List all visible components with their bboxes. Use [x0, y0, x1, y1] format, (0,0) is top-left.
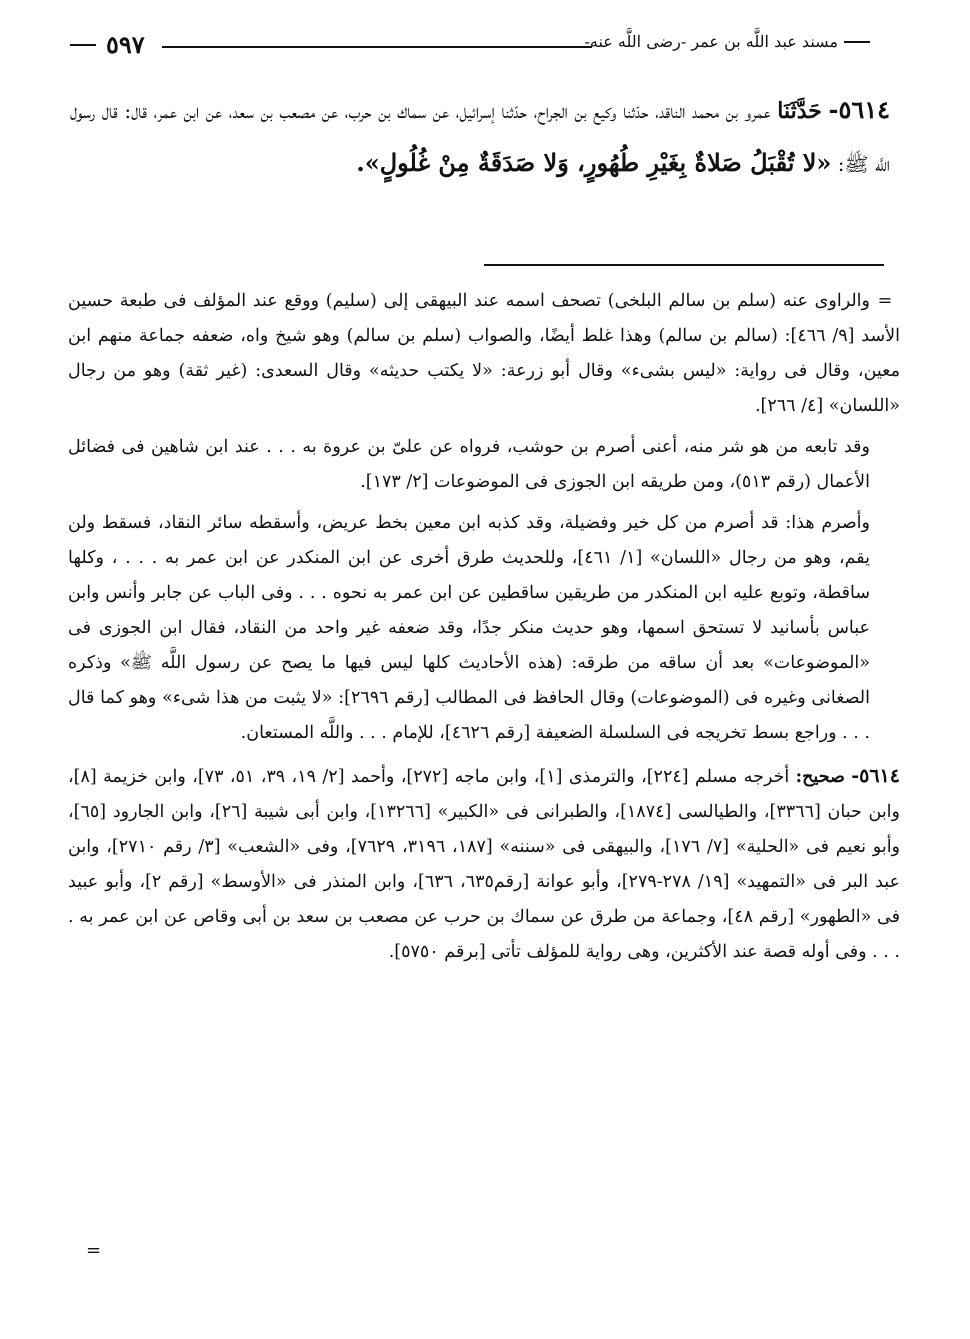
footnote-marker: =: [877, 291, 893, 311]
footnote-text: والراوى عنه (سلم بن سالم البلخى) تصحف اسمه عند البيهقى إلى (سليم) ووقع عند المؤلف فى طبعة حسين الأسد [٩/ ٤٦٦]: (سالم بن سالم) وهذا غلط أيضًا، والصواب (سلم بن سالم) وهو شيخ واه، ضعفه جماعة منهم ابن معين، وقال فى رواية: «ليس بشىء» وقال أبو زرعة: «لا يكتب حديثه» وقال السعدى: (غير ثقة) وهو من رجال «اللسان» [٤/ ٢٦٦].: [68, 291, 900, 416]
footnote-separator: [484, 264, 884, 266]
header-title-group: [584, 32, 870, 51]
page-number: ٥٩٧: [106, 30, 145, 59]
header-title: مسند عبد اللَّه بن عمر -رضى اللَّه عنه-: [584, 32, 838, 51]
hadith-text: [70, 84, 890, 190]
hadith-matn: «لا تُقْبَلُ صَلاةٌ بِغَيْرِ طُهُورٍ، وَلا صَدَقَةٌ مِنْ غُلُولٍ».: [356, 147, 832, 177]
header-dash: [844, 41, 870, 43]
takhrij-grade: صحيح:: [795, 767, 845, 787]
takhrij-number: ٥٦١٤-: [851, 765, 900, 787]
hadith-number: ٥٦١٤-: [828, 95, 891, 124]
takhrij-text: أخرجه مسلم [٢٢٤]، والترمذى [١]، وابن ماجه [٢٧٢]، وأحمد [٢/ ١٩، ٣٩، ٥١، ٧٣]، وابن خزيمة [٨]، وابن حبان [٣٣٦٦]، والطيالسى [١٨٧٤]، والطبرانى فى «الكبير» [١٣٢٦٦]، وابن أبى شيبة [٢٦]، وابن الجارود [٦٥]، وأبو نعيم فى «الحلية» [٧/ ١٧٦]، والبيهقى فى «سننه» [١٨٧، ٣١٩٦، ٧٦٢٩]، وفى «الشعب» [٣/ رقم ٢٧١٠]، وابن عبد البر فى «التمهيد» [١٩/ ٢٧٨-٢٧٩]، وأبو عوانة [رقم٦٣٥، ٦٣٦]، وابن المنذر فى «الأوسط» [رقم ٢]، وأبو عبيد فى «الطهور» [رقم ٤٨]، وجماعة من طرق عن سماك بن حرب عن مصعب بن سعد بن أبى وقاص عن ابن عمر به . . . . وفى أوله قصة عند الأكثرين، وهى رواية للمؤلف تأتى [برقم ٥٧٥٠].: [68, 767, 901, 962]
takhrij-paragraph: [68, 757, 900, 970]
footnote-paragraph: وقد تابعه من هو شر منه، أعنى أصرم بن حوشب، فرواه عن علىّ بن عروة به . . . عند ابن شاهين فى فضائل الأعمال (رقم ٥١٣)، ومن طريقه ابن الجوزى فى الموضوعات [٢/ ١٧٣].: [68, 437, 870, 492]
header-rule: [162, 46, 592, 48]
running-header: [70, 30, 870, 64]
hadith-lead: حَدَّثَنَا: [777, 98, 822, 124]
page-number-group: [70, 30, 145, 59]
continuation-marker: =: [86, 1240, 102, 1261]
footnote-paragraph: وأصرم هذا: قد أصرم من كل خير وفضيلة، وقد كذبه ابن معين بخط عريض، وأسقطه سائر النقاد، فسقط ولن يقم، وهو من رجال «اللسان» [١/ ٤٦١]، وللحديث طرق أخرى عن ابن المنكدر عن ابن عمر به . . . ، وكلها ساقطة، وتوبع عليه ابن المنكدر من طريقين ساقطين عن ابن عمر به نحوه . . . وفى الباب عن جابر وأنس وابن عباس بأسانيد لا تستحق اسمها، وهو حديث منكر جدًا، وقد ضعفه غير واحد من النقاد، فقال ابن الجوزى فى «الموضوعات» بعد أن ساقه من طرقه: (هذه الأحاديث كلها ليس فيها ما يصح عن رسول اللَّه ﷺ» وذكره الصغانى وغيره فى (الموضوعات) وقال الحافظ فى المطالب [رقم ٢٦٩٦]: «لا يثبت من هذا شىء» وهو كما قال . . . وراجع بسط تخريجه فى السلسلة الضعيفة [رقم ٤٦٢٦]، للإمام . . . واللَّه المستعان.: [68, 513, 870, 743]
page-number-dash: [70, 44, 96, 46]
footnotes: [68, 284, 900, 976]
hadith-isnad: عمرو بن محمد الناقد، حدّثنا وكيع بن الجراح، حدّثنا إسرائيل، عن سماك بن حرب، عن مصعب بن سعد، عن ابن عمر، قال: قال رسول اللَّه ﷺ:: [70, 99, 890, 176]
footnote-paragraph: [68, 284, 900, 424]
